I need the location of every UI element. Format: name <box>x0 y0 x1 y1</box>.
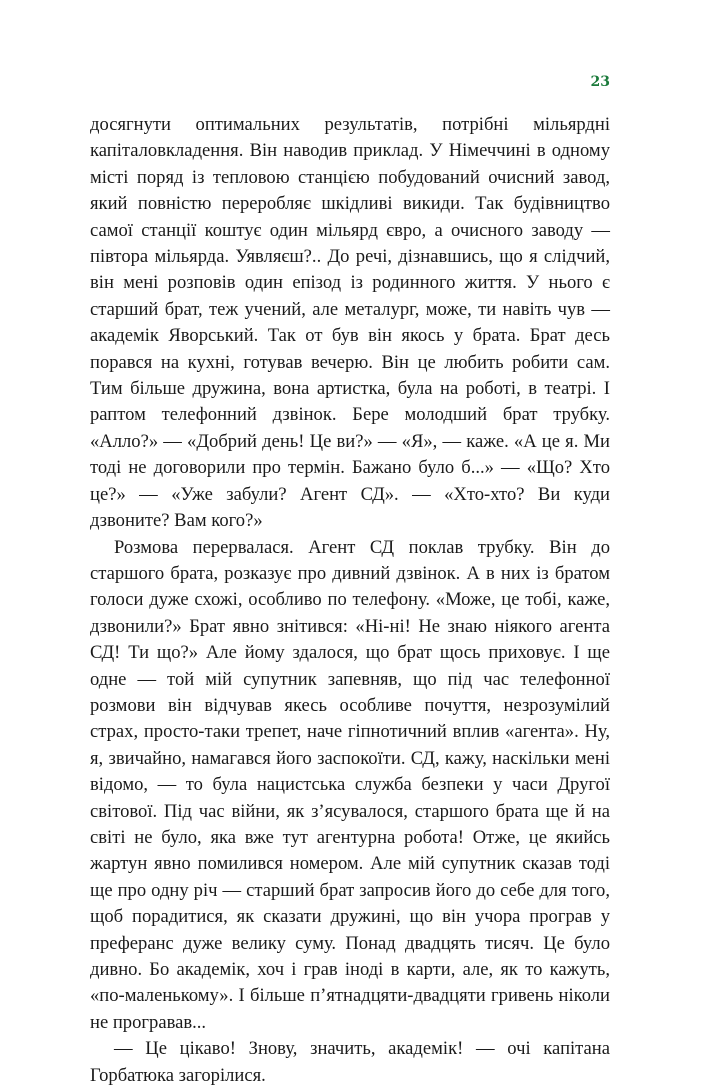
body-text <box>90 112 610 1089</box>
paragraph: досягнути оптимальних результатів, потрібні мільярдні капіталовкладення. Він наводив приклад. У Німеччині в одному місті поряд із тепловою станцією побудований очисний завод, який повністю переробляє шкідливі викиди. Так будівництво самої станції коштує один мільярд євро, а очисного заводу — півтора мільярда. Уявляєш?.. До речі, дізнавшись, що я слідчий, він мені розповів один епізод із родинного життя. У нього є старший брат, теж учений, але металург, може, ти навіть чув — академік Яворський. Так от був він якось у брата. Брат десь порався на кухні, готував вечерю. Він це любить робити сам. Тим більше дружина, вона артистка, була на роботі, в театрі. І раптом телефонний дзвінок. Бере молодший брат трубку. «Алло?» — «Добрий день! Це ви?» — «Я», — каже. «А це я. Ми тоді не договорили про термін. Бажано було б...» — «Що? Хто це?» — «Уже забули? Агент СД». — «Хто-хто? Ви куди дзвоните? Вам кого?» <box>90 114 610 532</box>
page-number: 23 <box>590 74 610 90</box>
dialogue-paragraph: — Це цікаво! Знову, значить, академік! — очі капітана Горбатюка загорілися. <box>90 1038 610 1086</box>
paragraph: Розмова перервалася. Агент СД поклав трубку. Він до старшого брата, розказує про дивний дзвінок. А в них із братом голоси дуже схожі, особливо по телефону. «Може, це тобі, каже, дзвонили?» Брат явно знітився: «Ні-ні! Не знаю ніякого агента СД! Ти що?» Але йому здалося, що брат щось приховує. І ще одне — той мій супутник запевняв, що під час телефонної розмови він відчував якесь особливе почуття, незрозумілий страх, просто-таки трепет, наче гіпнотичний вплив «агента». Ну, я, звичайно, намагався його заспокоїти. СД, кажу, наскільки мені відомо, — то була нацистська служба безпеки у часи Другої світової. Під час війни, як з’ясувалося, старшого брата ще й на світі не було, яка вже тут агентурна робота! Отже, це якийсь жартун явно помилився номером. Але мій супутник сказав тоді ще про одну річ — старший брат запросив його до себе для того, щоб порадитися, як сказати дружині, що він учора програв у преферанс дуже велику суму. Понад двадцять тисяч. Це було дивно. Бо академік, хоч і грав іноді в карти, але, як то кажуть, «по-маленькому». І більше п’ятнадцяти-двадцяти гривень ніколи не програвав... <box>90 536 610 1033</box>
